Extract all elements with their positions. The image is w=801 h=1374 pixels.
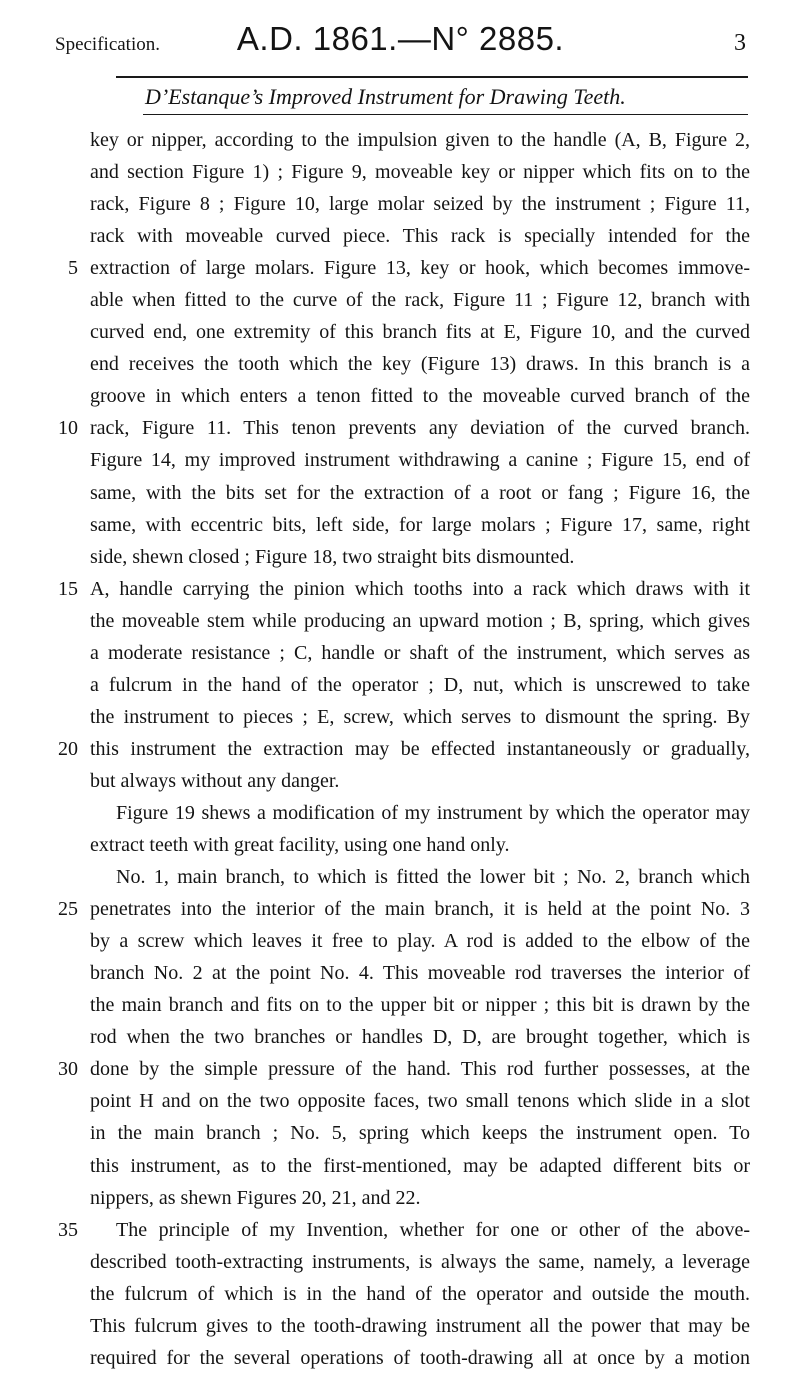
line-text: this instrument, as to the first-mentioned, may be adapted different bits or <box>90 1154 750 1177</box>
header-page-number: 3 <box>734 30 746 56</box>
line-text: the moveable stem while producing an upward motion ; B, spring, which gives <box>90 609 750 632</box>
text-line <box>90 124 750 156</box>
line-text: but always without any danger. <box>90 769 340 792</box>
line-text: by a screw which leaves it free to play. A rod is added to the elbow of the <box>90 930 750 953</box>
text-line <box>90 284 750 316</box>
text-line <box>90 925 750 957</box>
line-text: in the main branch ; No. 5, spring which keeps the instrument open. To <box>90 1122 750 1145</box>
line-text: groove in which enters a tenon fitted to the moveable curved branch of the <box>90 385 750 408</box>
header-patent-number: A.D. 1861.—N° 2885. <box>236 20 565 57</box>
line-text: side, shewn closed ; Figure 18, two straight bits dismounted. <box>90 545 575 568</box>
line-text: same, with eccentric bits, left side, for large molars ; Figure 17, same, right <box>90 513 750 536</box>
line-text: penetrates into the interior of the main branch, it is held at the point No. 3 <box>90 898 750 921</box>
text-line <box>90 797 750 829</box>
line-text: done by the simple pressure of the hand. This rod further possesses, at the <box>90 1058 750 1081</box>
running-title: D’Estanque’s Improved Instrument for Drawing Teeth. <box>145 84 626 109</box>
text-line <box>90 1021 750 1053</box>
text-line <box>90 477 750 509</box>
text-line <box>90 1342 750 1374</box>
line-text: required for the several operations of tooth-drawing all at once by a motion <box>90 1346 750 1369</box>
line-text: Figure 14, my improved instrument withdrawing a canine ; Figure 15, end of <box>90 449 750 472</box>
line-number: 5 <box>68 257 78 280</box>
line-text: a moderate resistance ; C, handle or shaft of the instrument, which serves as <box>90 641 750 664</box>
line-text: end receives the tooth which the key (Figure 13) draws. In this branch is a <box>90 353 750 376</box>
text-line <box>90 1246 750 1278</box>
text-line <box>90 1085 750 1117</box>
text-line <box>90 829 750 861</box>
header-rule <box>116 76 748 78</box>
text-line <box>90 669 750 701</box>
line-text: point H and on the two opposite faces, two small tenons which slide in a slot <box>90 1090 750 1113</box>
text-line <box>90 380 750 412</box>
title-rule <box>143 114 748 115</box>
text-line <box>58 573 750 605</box>
text-line <box>90 765 750 797</box>
line-text: No. 1, main branch, to which is fitted the lower bit ; No. 2, branch which <box>116 866 750 889</box>
text-line <box>90 637 750 669</box>
text-line <box>58 893 750 925</box>
text-line <box>90 444 750 476</box>
line-text: extract teeth with great facility, using one hand only. <box>90 834 510 857</box>
line-text: a fulcrum in the hand of the operator ; D, nut, which is unscrewed to take <box>90 673 750 696</box>
line-number: 20 <box>58 737 78 760</box>
line-text: described tooth-extracting instruments, is always the same, namely, a leverage <box>90 1250 750 1273</box>
text-line <box>90 509 750 541</box>
line-text: curved end, one extremity of this branch fits at E, Figure 10, and the curved <box>90 321 750 344</box>
text-line <box>90 957 750 989</box>
text-line <box>58 733 750 765</box>
line-text: same, with the bits set for the extraction of a root or fang ; Figure 16, the <box>90 481 750 504</box>
line-text: The principle of my Invention, whether for one or other of the above- <box>116 1218 750 1241</box>
line-text: This fulcrum gives to the tooth-drawing instrument all the power that may be <box>90 1314 750 1337</box>
line-text: the instrument to pieces ; E, screw, which serves to dismount the spring. By <box>90 705 750 728</box>
text-line <box>90 220 750 252</box>
line-text: A, handle carrying the pinion which tooths into a rack which draws with it <box>90 577 750 600</box>
text-line <box>90 348 750 380</box>
text-line <box>90 1310 750 1342</box>
line-text: rack, Figure 11. This tenon prevents any deviation of the curved branch. <box>90 417 750 440</box>
line-number: 35 <box>58 1218 78 1241</box>
text-line <box>90 1278 750 1310</box>
text-line <box>58 412 750 444</box>
text-line <box>58 1214 750 1246</box>
text-line <box>90 861 750 893</box>
line-number: 10 <box>58 417 78 440</box>
text-line <box>58 1053 750 1085</box>
line-text: branch No. 2 at the point No. 4. This moveable rod traverses the interior of <box>90 962 750 985</box>
text-line <box>90 1182 750 1214</box>
text-line <box>90 1150 750 1182</box>
line-number: 25 <box>58 898 78 921</box>
line-text: able when fitted to the curve of the rack, Figure 11 ; Figure 12, branch with <box>90 289 750 312</box>
line-text: Figure 19 shews a modification of my instrument by which the operator may <box>116 801 750 824</box>
header-section-label: Specification. <box>55 34 160 55</box>
text-line <box>90 188 750 220</box>
body-text <box>58 124 750 1374</box>
line-number: 30 <box>58 1058 78 1081</box>
text-line <box>90 156 750 188</box>
line-text: nippers, as shewn Figures 20, 21, and 22. <box>90 1186 421 1209</box>
line-number: 15 <box>58 577 78 600</box>
text-line <box>90 1117 750 1149</box>
line-text: and section Figure 1) ; Figure 9, moveable key or nipper which fits on to the <box>90 161 750 184</box>
text-line <box>90 701 750 733</box>
line-text: rod when the two branches or handles D, D, are brought together, which is <box>90 1026 750 1049</box>
text-line <box>90 605 750 637</box>
line-text: this instrument the extraction may be effected instantaneously or gradually, <box>90 737 750 760</box>
line-text: extraction of large molars. Figure 13, key or hook, which becomes immove- <box>90 257 750 280</box>
line-text: key or nipper, according to the impulsion given to the handle (A, B, Figure 2, <box>90 129 750 151</box>
line-text: the main branch and fits on to the upper bit or nipper ; this bit is drawn by the <box>90 994 750 1017</box>
text-line <box>68 252 750 284</box>
line-text: the fulcrum of which is in the hand of the operator and outside the mouth. <box>90 1282 750 1305</box>
text-line <box>90 541 750 573</box>
text-line <box>90 316 750 348</box>
line-text: rack, Figure 8 ; Figure 10, large molar seized by the instrument ; Figure 11, <box>90 193 750 216</box>
text-line <box>90 989 750 1021</box>
line-text: rack with moveable curved piece. This rack is specially intended for the <box>90 225 750 248</box>
